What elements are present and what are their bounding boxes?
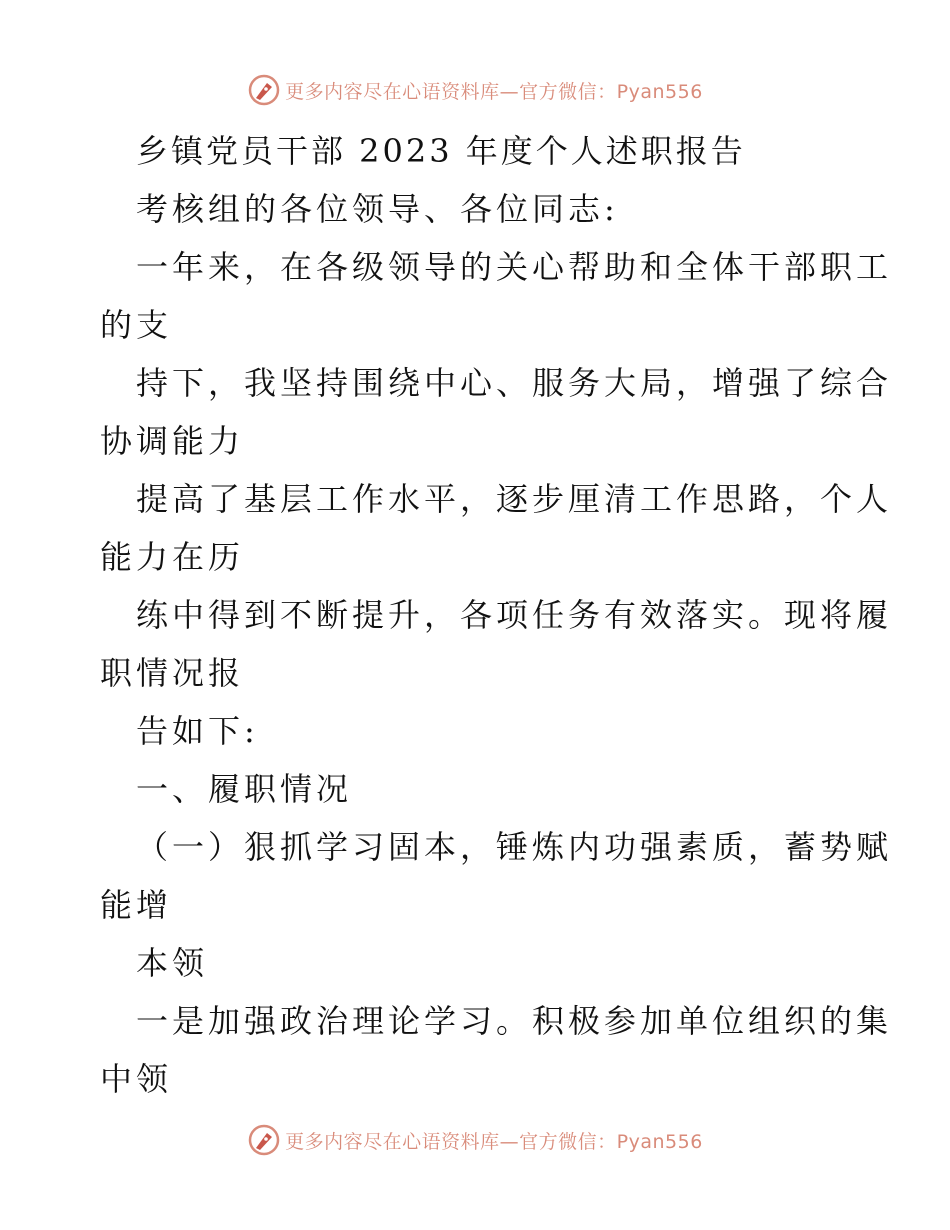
document-title: 乡镇党员干部 2023 年度个人述职报告: [136, 132, 746, 170]
pen-nib-circle-icon: [247, 1123, 281, 1157]
paragraph-line: 一是加强政治理论学习。积极参加单位组织的集: [136, 1002, 893, 1040]
paragraph-line: 本领: [136, 944, 209, 982]
paragraph-line: 练中得到不断提升，各项任务有效落实。现将履: [136, 596, 893, 634]
watermark-footer: [0, 1120, 950, 1160]
salutation: 考核组的各位领导、各位同志:: [136, 190, 619, 228]
subsection-heading: （一）狠抓学习固本，锤炼内功强素质，蓄势赋: [136, 828, 893, 866]
watermark-text: 更多内容尽在心语资料库—官方微信：Pyan556: [285, 1130, 703, 1153]
paragraph-line: 能力在历: [100, 538, 245, 576]
paragraph-line: 告如下:: [136, 712, 259, 750]
paragraph-line: 持下，我坚持围绕中心、服务大局，增强了综合: [136, 364, 893, 402]
paragraph-line: 能增: [100, 886, 173, 924]
paragraph-line: 职情况报: [100, 654, 245, 692]
paragraph-line: 中领: [100, 1060, 173, 1098]
pen-nib-circle-icon: [247, 73, 281, 107]
paragraph-line: 协调能力: [100, 422, 245, 460]
paragraph-line: 一年来，在各级领导的关心帮助和全体干部职工: [136, 248, 893, 286]
paragraph-line: 提高了基层工作水平，逐步厘清工作思路，个人: [136, 480, 893, 518]
watermark-text: 更多内容尽在心语资料库—官方微信：Pyan556: [285, 80, 703, 103]
section-heading: 一、履职情况: [136, 770, 353, 808]
document-body: [100, 122, 893, 1108]
watermark-header: [0, 70, 950, 110]
paragraph-line: 的支: [100, 306, 173, 344]
